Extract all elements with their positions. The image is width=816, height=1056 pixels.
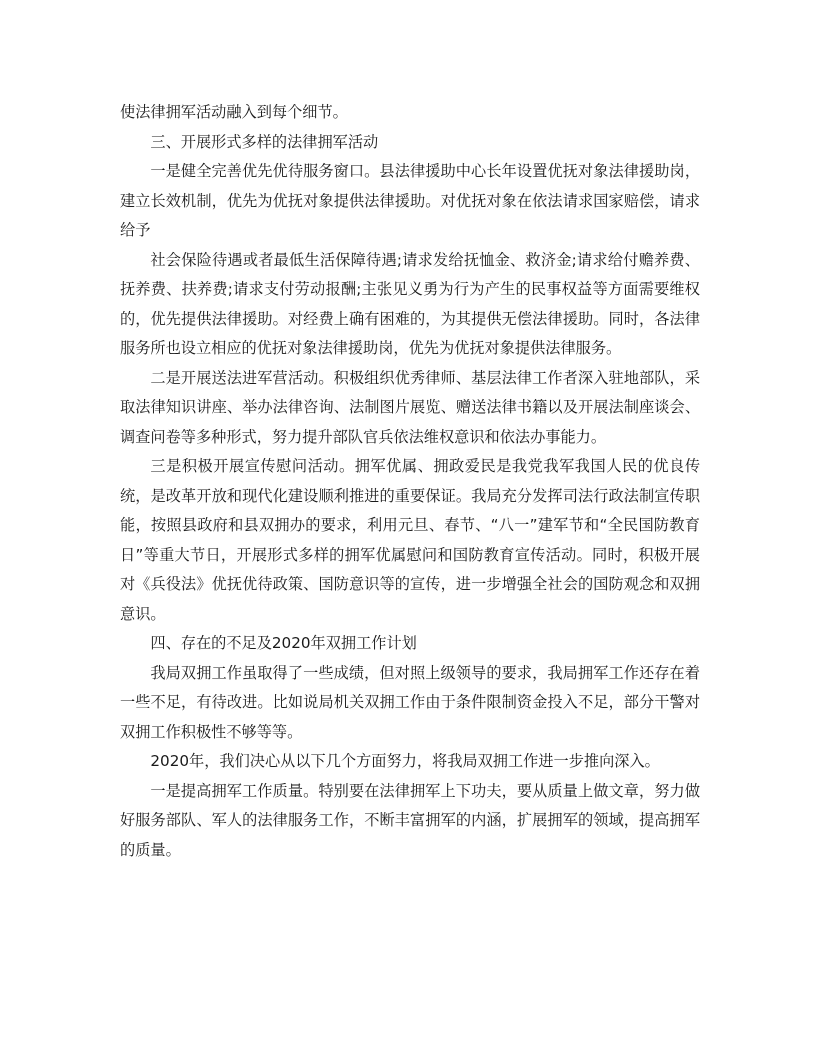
paragraph-2020-plan: 2020年，我们决心从以下几个方面努力，将我局双拥工作进一步推向深入。 (150, 752, 660, 770)
paragraph-publicity-visits: 三是积极开展宣传慰问活动。拥军优属、拥政爱民是我党我军我国人民的优良传统，是改革开放和现代化建设顺利推进的重要保证。我局充分发挥司法行政法制宣传职能，按照县政府和县双拥办的要求，利用元旦、春节、“八一”建军节和“全民国防教育日”等重大节日，开展形式多样的拥军优属慰问和国防教育宣传活动。同时，积极开展对《兵役法》优抚优待政策、国防意识等的宣传，进一步增强全社会的国防观念和双拥意识。 (120, 457, 700, 623)
paragraph-shortcomings: 我局双拥工作虽取得了一些成绩，但对照上级领导的要求，我局拥军工作还存在着一些不足，有待改进。比如说局机关双拥工作由于条件限制资金投入不足，部分干警对双拥工作积极性不够等等。 (120, 663, 700, 741)
paragraph-social-insurance: 社会保险待遇或者最低生活保障待遇;请求发给抚恤金、救济金;请求给付赡养费、抚养费、扶养费;请求支付劳动报酬;主张见义勇为行为产生的民事权益等方面需要维权的，优先提供法律援助。对经费上确有困难的，为其提供无偿法律援助。同时，各法律服务所也设立相应的优抚对象法律援助岗，优先为优抚对象提供法律服务。 (120, 250, 700, 357)
paragraph-improve-quality: 一是提高拥军工作质量。特别要在法律拥军上下功夫，要从质量上做文章，努力做好服务部队、军人的法律服务工作，不断丰富拥军的内涵，扩展拥军的领域，提高拥军的质量。 (120, 781, 700, 859)
document-body (120, 98, 700, 865)
paragraph-service-window: 一是健全完善优先优待服务窗口。县法律援助中心长年设置优抚对象法律援助岗，建立长效机制，优先为优抚对象提供法律援助。对优抚对象在依法请求国家赔偿，请求给予 (120, 162, 700, 239)
paragraph-continuation: 使法律拥军活动融入到每个细节。 (120, 103, 348, 121)
paragraph-law-to-barracks: 二是开展送法进军营活动。积极组织优秀律师、基层法律工作者深入驻地部队，采取法律知识讲座、举办法律咨询、法制图片展览、赠送法律书籍以及开展法制座谈会、调查问卷等多种形式，努力提升部队官兵依法维权意识和依法办事能力。 (120, 368, 700, 446)
section-heading-3: 三、开展形式多样的法律拥军活动 (150, 132, 379, 151)
section-heading-4: 四、存在的不足及2020年双拥工作计划 (150, 634, 417, 652)
